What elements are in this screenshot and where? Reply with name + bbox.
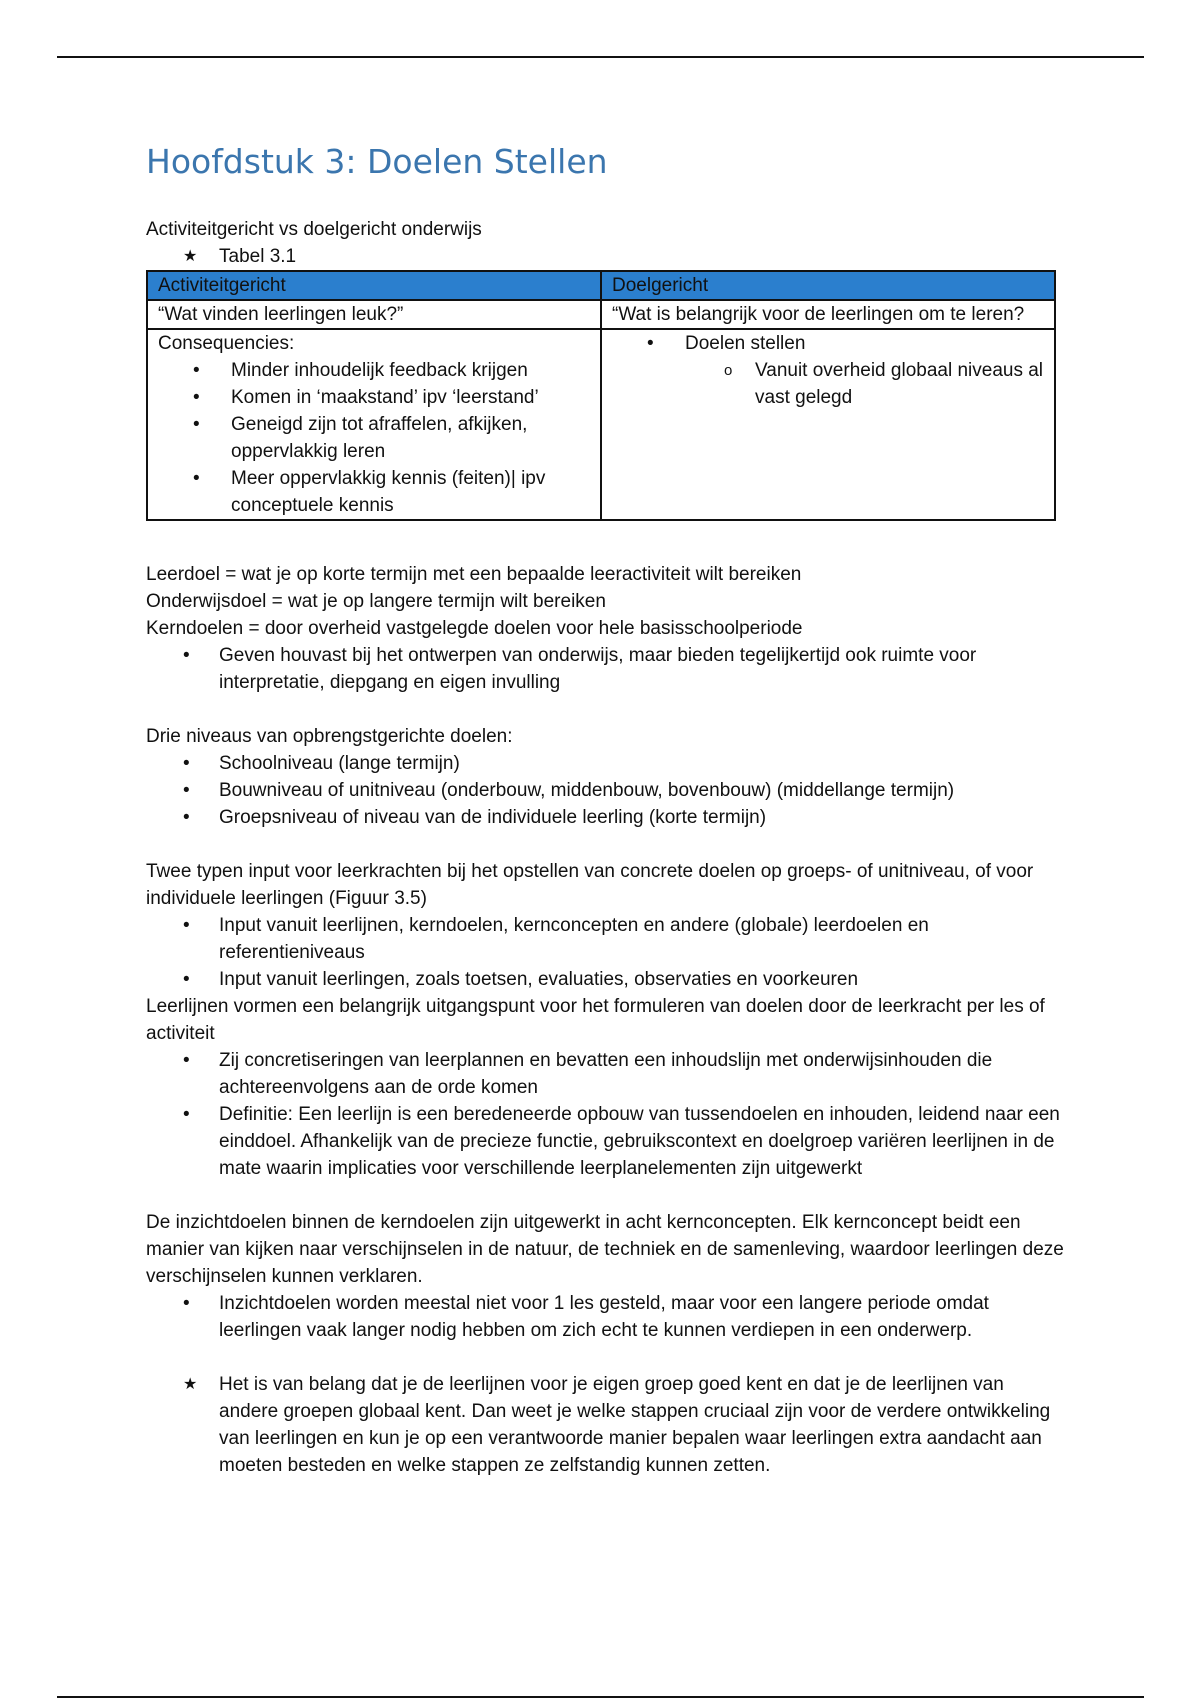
list-item: • Doelen stellen: [612, 330, 1044, 357]
consequences-list: [158, 357, 590, 519]
niveaus-heading: Drie niveaus van opbrengstgerichte doelen:: [146, 726, 513, 747]
input-list: [146, 912, 1066, 993]
niveaus-list: [146, 750, 1066, 831]
list-item: • Input vanuit leerlingen, zoals toetsen, evaluaties, observaties en voorkeuren: [146, 966, 1066, 993]
list-item: • Input vanuit leerlijnen, kerndoelen, kernconcepten en andere (globale) leerdoelen en referentieniveaus: [146, 912, 1066, 966]
list-item: • Definitie: Een leerlijn is een beredeneerde opbouw van tussendoelen en inhouden, leidend naar een einddoel. Afhankelijk van de precieze functie, gebruikscontext en doelgroep variëren leerlijnen in de mate waarin implicaties voor verschillende leerplanelementen zijn uitgewerkt: [146, 1101, 1066, 1182]
leerlijnen-list: [146, 1047, 1066, 1182]
table-cell: “Wat vinden leerlingen leuk?”: [147, 300, 601, 329]
table-row: [147, 300, 1055, 329]
table-header-row: [147, 271, 1055, 300]
doelen-sublist: [612, 357, 1044, 411]
star-note: ★ Het is van belang dat je de leerlijnen voor je eigen groep goed kent en dat je de leerlijnen van andere groepen globaal kent. Dan weet je welke stappen cruciaal zijn voor de verdere ontwikkeling van leerlingen en kun je op een verantwoorde manier bepalen waar leerlingen extra aandacht aan moeten besteden en welke stappen ze zelfstandig kunnen zetten.: [146, 1371, 1066, 1479]
inzicht-heading: De inzichtdoelen binnen de kerndoelen zijn uitgewerkt in acht kernconcepten. Elk kernconcept beidt een manier van kijken naar verschijnselen in de natuur, de techniek en de samenleving, waardoor leerlingen deze verschijnselen kunnen verklaren.: [146, 1212, 1064, 1287]
list-item: • Komen in ‘maakstand’ ipv ‘leerstand’: [158, 384, 590, 411]
page-title: Hoofdstuk 3: Doelen Stellen: [146, 142, 608, 181]
table-ref-list: [146, 243, 1066, 270]
doelen-list: [612, 330, 1044, 357]
kerndoelen-list: [146, 642, 1066, 696]
list-item: • Geven houvast bij het ontwerpen van onderwijs, maar bieden tegelijkertijd ook ruimte voor interpretatie, diepgang en eigen invulling: [146, 642, 1066, 696]
table-cell-doelen: [601, 329, 1055, 520]
table-cell-consequences: [147, 329, 601, 520]
list-item: o Vanuit overheid globaal niveaus al vast gelegd: [612, 357, 1044, 411]
list-item: • Zij concretiseringen van leerplannen en bevatten een inhoudslijn met onderwijsinhouden die achtereenvolgens aan de orde komen: [146, 1047, 1066, 1101]
table-header-activiteit: Activiteitgericht: [147, 271, 601, 300]
list-item: • Groepsniveau of niveau van de individuele leerling (korte termijn): [146, 804, 1066, 831]
table-row: [147, 329, 1055, 520]
list-item: • Meer oppervlakkig kennis (feiten)| ipv conceptuele kennis: [158, 465, 590, 519]
table-ref: ★ Tabel 3.1: [146, 243, 1066, 270]
definition-onderwijsdoel: Onderwijsdoel = wat je op langere termijn wilt bereiken: [146, 591, 606, 612]
list-item: • Geneigd zijn tot afraffelen, afkijken, oppervlakkig leren: [158, 411, 590, 465]
list-item: • Inzichtdoelen worden meestal niet voor 1 les gesteld, maar voor een langere periode omdat leerlingen vaak langer nodig hebben om zich echt te kunnen verdiepen in een onderwerp.: [146, 1290, 1066, 1344]
consequences-label: Consequencies:: [158, 333, 295, 354]
leerlijnen-heading: Leerlijnen vormen een belangrijk uitgangspunt voor het formuleren van doelen door de leerkracht per les of activiteit: [146, 996, 1045, 1044]
list-item: • Minder inhoudelijk feedback krijgen: [158, 357, 590, 384]
list-item: • Schoolniveau (lange termijn): [146, 750, 1066, 777]
comparison-table: [146, 270, 1056, 521]
document-body: [146, 140, 1066, 1479]
header-rule: [57, 56, 1144, 58]
table-cell: “Wat is belangrijk voor de leerlingen om te leren?: [601, 300, 1055, 329]
list-item: • Bouwniveau of unitniveau (onderbouw, middenbouw, bovenbouw) (middellange termijn): [146, 777, 1066, 804]
table-header-doel: Doelgericht: [601, 271, 1055, 300]
definition-kerndoelen: Kerndoelen = door overheid vastgelegde doelen voor hele basisschoolperiode: [146, 618, 803, 639]
footer-rule: [57, 1696, 1144, 1698]
star-note-list: [146, 1371, 1066, 1479]
definition-leerdoel: Leerdoel = wat je op korte termijn met een bepaalde leeractiviteit wilt bereiken: [146, 564, 802, 585]
inzicht-list: [146, 1290, 1066, 1344]
intro-line: Activiteitgericht vs doelgericht onderwijs: [146, 219, 482, 240]
input-heading: Twee typen input voor leerkrachten bij het opstellen van concrete doelen op groeps- of unitniveau, of voor individuele leerlingen (Figuur 3.5): [146, 861, 1034, 909]
